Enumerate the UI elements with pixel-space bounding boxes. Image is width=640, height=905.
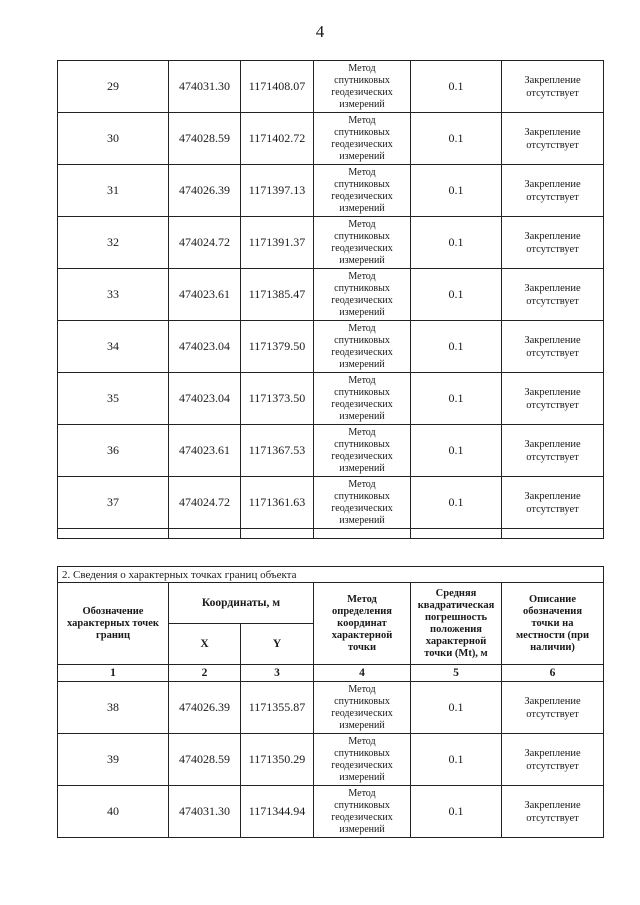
table-row — [58, 734, 604, 786]
table-row — [58, 217, 604, 269]
coordinate-x: 474028.59 — [169, 113, 241, 165]
boundary-points-table — [57, 566, 604, 838]
description-cell: Закрепление отсутствует — [502, 61, 604, 113]
description-cell: Закрепление отсутствует — [502, 682, 604, 734]
coordinate-x: 474023.04 — [169, 373, 241, 425]
coordinate-y: 1171385.47 — [241, 269, 314, 321]
method-cell: Метод спутниковых геодезических измерений — [314, 373, 411, 425]
description-cell: Закрепление отсутствует — [502, 165, 604, 217]
coordinate-y: 1171397.13 — [241, 165, 314, 217]
accuracy-cell: 0.1 — [411, 217, 502, 269]
point-number: 29 — [58, 61, 169, 113]
method-cell: Метод спутниковых геодезических измерений — [314, 734, 411, 786]
coordinate-x: 474023.61 — [169, 269, 241, 321]
coordinate-y: 1171361.63 — [241, 477, 314, 529]
table-row — [58, 269, 604, 321]
table-row — [58, 321, 604, 373]
description-cell: Закрепление отсутствует — [502, 217, 604, 269]
accuracy-cell: 0.1 — [411, 682, 502, 734]
header-point: Обозначение характерных точек границ — [58, 583, 169, 665]
table-row — [58, 373, 604, 425]
column-number: 4 — [314, 665, 411, 682]
coordinate-x: 474023.61 — [169, 425, 241, 477]
method-cell: Метод спутниковых геодезических измерений — [314, 321, 411, 373]
section-caption: 2. Сведения о характерных точках границ объекта — [58, 567, 604, 583]
accuracy-cell: 0.1 — [411, 477, 502, 529]
description-cell: Закрепление отсутствует — [502, 113, 604, 165]
accuracy-cell: 0.1 — [411, 269, 502, 321]
column-number: 1 — [58, 665, 169, 682]
table-row — [58, 477, 604, 529]
point-number: 37 — [58, 477, 169, 529]
point-number: 39 — [58, 734, 169, 786]
method-cell: Метод спутниковых геодезических измерений — [314, 61, 411, 113]
point-number: 34 — [58, 321, 169, 373]
coordinate-x: 474031.30 — [169, 786, 241, 838]
coordinate-y: 1171408.07 — [241, 61, 314, 113]
header-coordinates: Координаты, м — [169, 583, 314, 624]
page-number: 4 — [315, 22, 325, 41]
point-number: 33 — [58, 269, 169, 321]
accuracy-cell: 0.1 — [411, 165, 502, 217]
table-row — [58, 113, 604, 165]
coordinate-y: 1171402.72 — [241, 113, 314, 165]
description-cell: Закрепление отсутствует — [502, 477, 604, 529]
accuracy-cell: 0.1 — [411, 321, 502, 373]
coordinate-y: 1171367.53 — [241, 425, 314, 477]
header-y: Y — [241, 624, 314, 665]
table-row — [58, 682, 604, 734]
header-method: Метод определения координат характерной точки — [314, 583, 411, 665]
coordinates-table-continued — [57, 60, 604, 539]
coordinate-x: 474026.39 — [169, 682, 241, 734]
column-number: 3 — [241, 665, 314, 682]
accuracy-cell: 0.1 — [411, 113, 502, 165]
table-end-row — [58, 529, 604, 539]
header-description: Описание обозначения точки на местности (при наличии) — [502, 583, 604, 665]
method-cell: Метод спутниковых геодезических измерений — [314, 217, 411, 269]
coordinate-x: 474023.04 — [169, 321, 241, 373]
description-cell: Закрепление отсутствует — [502, 425, 604, 477]
column-number: 2 — [169, 665, 241, 682]
table-row — [58, 61, 604, 113]
table-row — [58, 425, 604, 477]
accuracy-cell: 0.1 — [411, 425, 502, 477]
coordinate-x: 474024.72 — [169, 477, 241, 529]
method-cell: Метод спутниковых геодезических измерений — [314, 165, 411, 217]
description-cell: Закрепление отсутствует — [502, 269, 604, 321]
column-number: 5 — [411, 665, 502, 682]
method-cell: Метод спутниковых геодезических измерений — [314, 113, 411, 165]
method-cell: Метод спутниковых геодезических измерений — [314, 425, 411, 477]
coordinate-y: 1171379.50 — [241, 321, 314, 373]
coordinate-y: 1171355.87 — [241, 682, 314, 734]
point-number: 32 — [58, 217, 169, 269]
point-number: 35 — [58, 373, 169, 425]
header-accuracy: Средняя квадратическая погрешность положения характерной точки (Mt), м — [411, 583, 502, 665]
point-number: 30 — [58, 113, 169, 165]
point-number: 38 — [58, 682, 169, 734]
method-cell: Метод спутниковых геодезических измерений — [314, 477, 411, 529]
method-cell: Метод спутниковых геодезических измерений — [314, 682, 411, 734]
accuracy-cell: 0.1 — [411, 734, 502, 786]
description-cell: Закрепление отсутствует — [502, 786, 604, 838]
coordinate-y: 1171344.94 — [241, 786, 314, 838]
method-cell: Метод спутниковых геодезических измерений — [314, 786, 411, 838]
coordinate-x: 474028.59 — [169, 734, 241, 786]
coordinate-x: 474031.30 — [169, 61, 241, 113]
coordinate-y: 1171350.29 — [241, 734, 314, 786]
table-row — [58, 786, 604, 838]
point-number: 36 — [58, 425, 169, 477]
accuracy-cell: 0.1 — [411, 786, 502, 838]
accuracy-cell: 0.1 — [411, 61, 502, 113]
description-cell: Закрепление отсутствует — [502, 321, 604, 373]
coordinate-y: 1171373.50 — [241, 373, 314, 425]
coordinate-x: 474024.72 — [169, 217, 241, 269]
point-number: 31 — [58, 165, 169, 217]
coordinate-x: 474026.39 — [169, 165, 241, 217]
coordinate-y: 1171391.37 — [241, 217, 314, 269]
header-x: X — [169, 624, 241, 665]
method-cell: Метод спутниковых геодезических измерений — [314, 269, 411, 321]
table-row — [58, 165, 604, 217]
description-cell: Закрепление отсутствует — [502, 734, 604, 786]
accuracy-cell: 0.1 — [411, 373, 502, 425]
column-number: 6 — [502, 665, 604, 682]
point-number: 40 — [58, 786, 169, 838]
description-cell: Закрепление отсутствует — [502, 373, 604, 425]
